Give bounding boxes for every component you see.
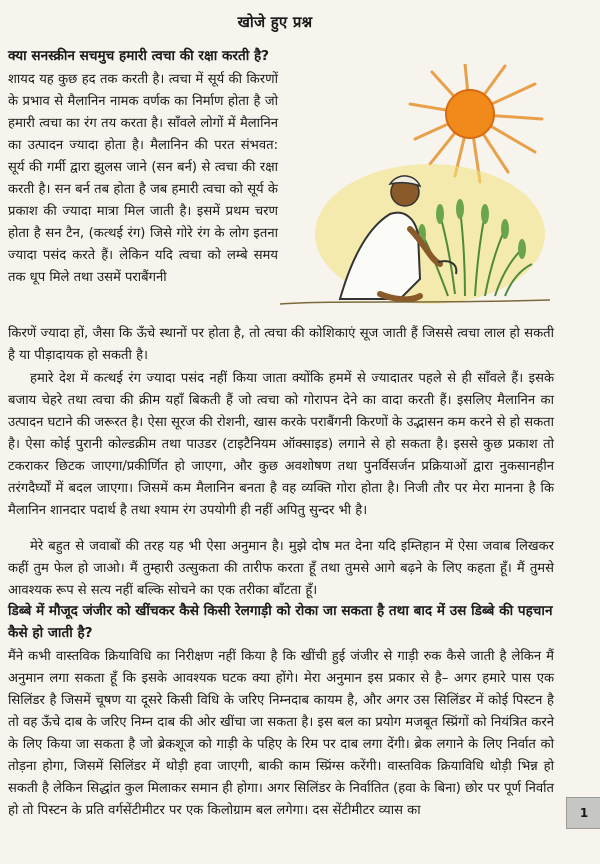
answer-train-chain-para1: मैंने कभी वास्तविक क्रियाविधि का निरीक्षण नहीं किया है कि खींची हुई जंजीर से गाड़ी रुक कैसे जाती है लेकिन मैं अनुमान लगा सकता हूँ कि इसके आवश्यक घटक क्या होंगे। मेरा अनुमान इस प्रकार से है– अगर हमारे पास एक सिलिंडर है जिसमें चूषण या दूसरे किसी विधि के जरिए निम्नदाब कायम है, और अगर उस सिलिंडर में कोई पिस्टन है तो वह ऊँचे दाब के जरिए निम्न दाब की ओर खींचा जा सकता है। इस बल का प्रयोग मजबूत स्प्रिंगों को नियंत्रित करने के लिए किया जा सकता है जो ब्रेकशूज को गाड़ी के पहिए के रिम पर दाब लगा देंगी। ब्रेक लगाने के लिए निर्वात को तोड़ना होगा, जिसमें सिलिंडर में थोड़ी हवा जाएगी, बाकी काम स्प्रिंग्स करेंगी। वास्तविक क्रियाविधि थोड़ी भिन्न हो सकती है लेकिन सिद्धांत कुल मिलाकर समान ही होगा। अगर सिलिंडर के निर्वातित (हवा के बिना) छोर पर पूर्ण निर्वात हो तो पिस्टन के प्रति वर्गसेंटीमीटर पर एक किलोग्राम बल लगेगा। दस सेंटीमीटर व्यास का [8,649,554,818]
question-sunscreen: क्या सनस्क्रीन सचमुच हमारी त्वचा की रक्षा करती है? [8,48,270,64]
answer-sunscreen-para1-cont: किरणें ज्यादा हों, जैसा कि ऊँचे स्थानों पर होता है, तो त्वचा की कोशिकाएं सूज जाती हैं जिससे त्वचा लाल हो सकती है या पीड़ादायक हो सकती है। [8,326,554,363]
answer-sunscreen-para2: हमारे देश में कत्थई रंग ज्यादा पसंद नहीं किया जाता क्योंकि हममें से ज्यादातर पहले से ही साँवले हैं। इसके बजाय चेहरे तथा त्वचा की क्रीम यहाँ बिकती हैं जो त्वचा को गोरापन देने का वादा करती हैं। इसलिए मैलानिन का उत्पादन घटाने की जरूरत है। ऐसा सूरज की रोशनी, खास करके पराबैंगनी किरणों के उद्भासन कम करने से हो सकता है। ऐसा कोई पुरानी कोल्डक्रीम तथा पाउडर (टाइटैनियम ऑक्साइड) लगाने से हो सकता है। इससे कुछ प्रकाश तो टकराकर छिटक जाएगा/प्रकीर्णित हो जाएगा, और कुछ अवशोषण तथा पुनर्विसर्जन प्रक्रियाओं द्वारा नुकसानहीन तरंगदैर्घ्यों में बदल जाएगा। जिसमें कम मैलानिन बनता है वह व्यक्ति गोरा होता है। निजी तौर पर मेरा मानना है कि मैलानिन शानदार पदार्थ है तथा श्याम रंग उपयोगी ही नहीं अपितु सुन्दर भी है। [8,371,554,518]
answer-sunscreen-para3: मेरे बहुत से जवाबों की तरह यह भी ऐसा अनुमान है। मुझे दोष मत देना यदि इम्तिहान में ऐसा जवाब लिखकर कहीं तुम फेल हो जाओ। मैं तुम्हारी उत्सुकता की तारीफ करता हूँ तथा तुमसे आगे बढ़ने के लिए कहता हूँ। मैं तुमसे आवश्यक रूप से सत्य नहीं बल्कि सोचने का एक तरीका बाँटता हूँ। [8,539,554,598]
answer-sunscreen-para1: शायद यह कुछ हद तक करती है। त्वचा में सूर्य की किरणों के प्रभाव से मैलानिन नामक वर्णक का निर्माण होता है जो हमारी त्वचा का रंग तय करता है। साँवले लोगों में मैलानिन का उत्पादन ज्यादा होता है। मैलानिन की परत संभवत: सूर्य की गर्मी द्वारा झुलस जाने (सन बर्न) से त्वचा की रक्षा करती है। सन बर्न तब होता है जब हमारी त्वचा को सूर्य के प्रकाश की ज्यादा मात्रा मिल जाती है। इसमें प्रथम चरण होता है सन टैन, (कत्थई रंग) जिसे गोरे रंग के लोग इतना ज्यादा पसंद करते हैं। लेकिन यदि त्वचा को लम्बे समय तक धूप मिले तथा उसमें पराबैंगनी [8,72,278,285]
page-title: खोजे हुए प्रश्न [237,13,313,31]
page-number-tab: 1 [566,797,600,829]
farmer-under-sun-illustration [280,64,550,322]
question-train-chain: डिब्बे में मौजूद जंजीर को खींचकर कैसे किसी रेलगाड़ी को रोका जा सकता है तथा बाद में उस डिब्बे की पहचान कैसे हो जाती है? [8,603,553,641]
